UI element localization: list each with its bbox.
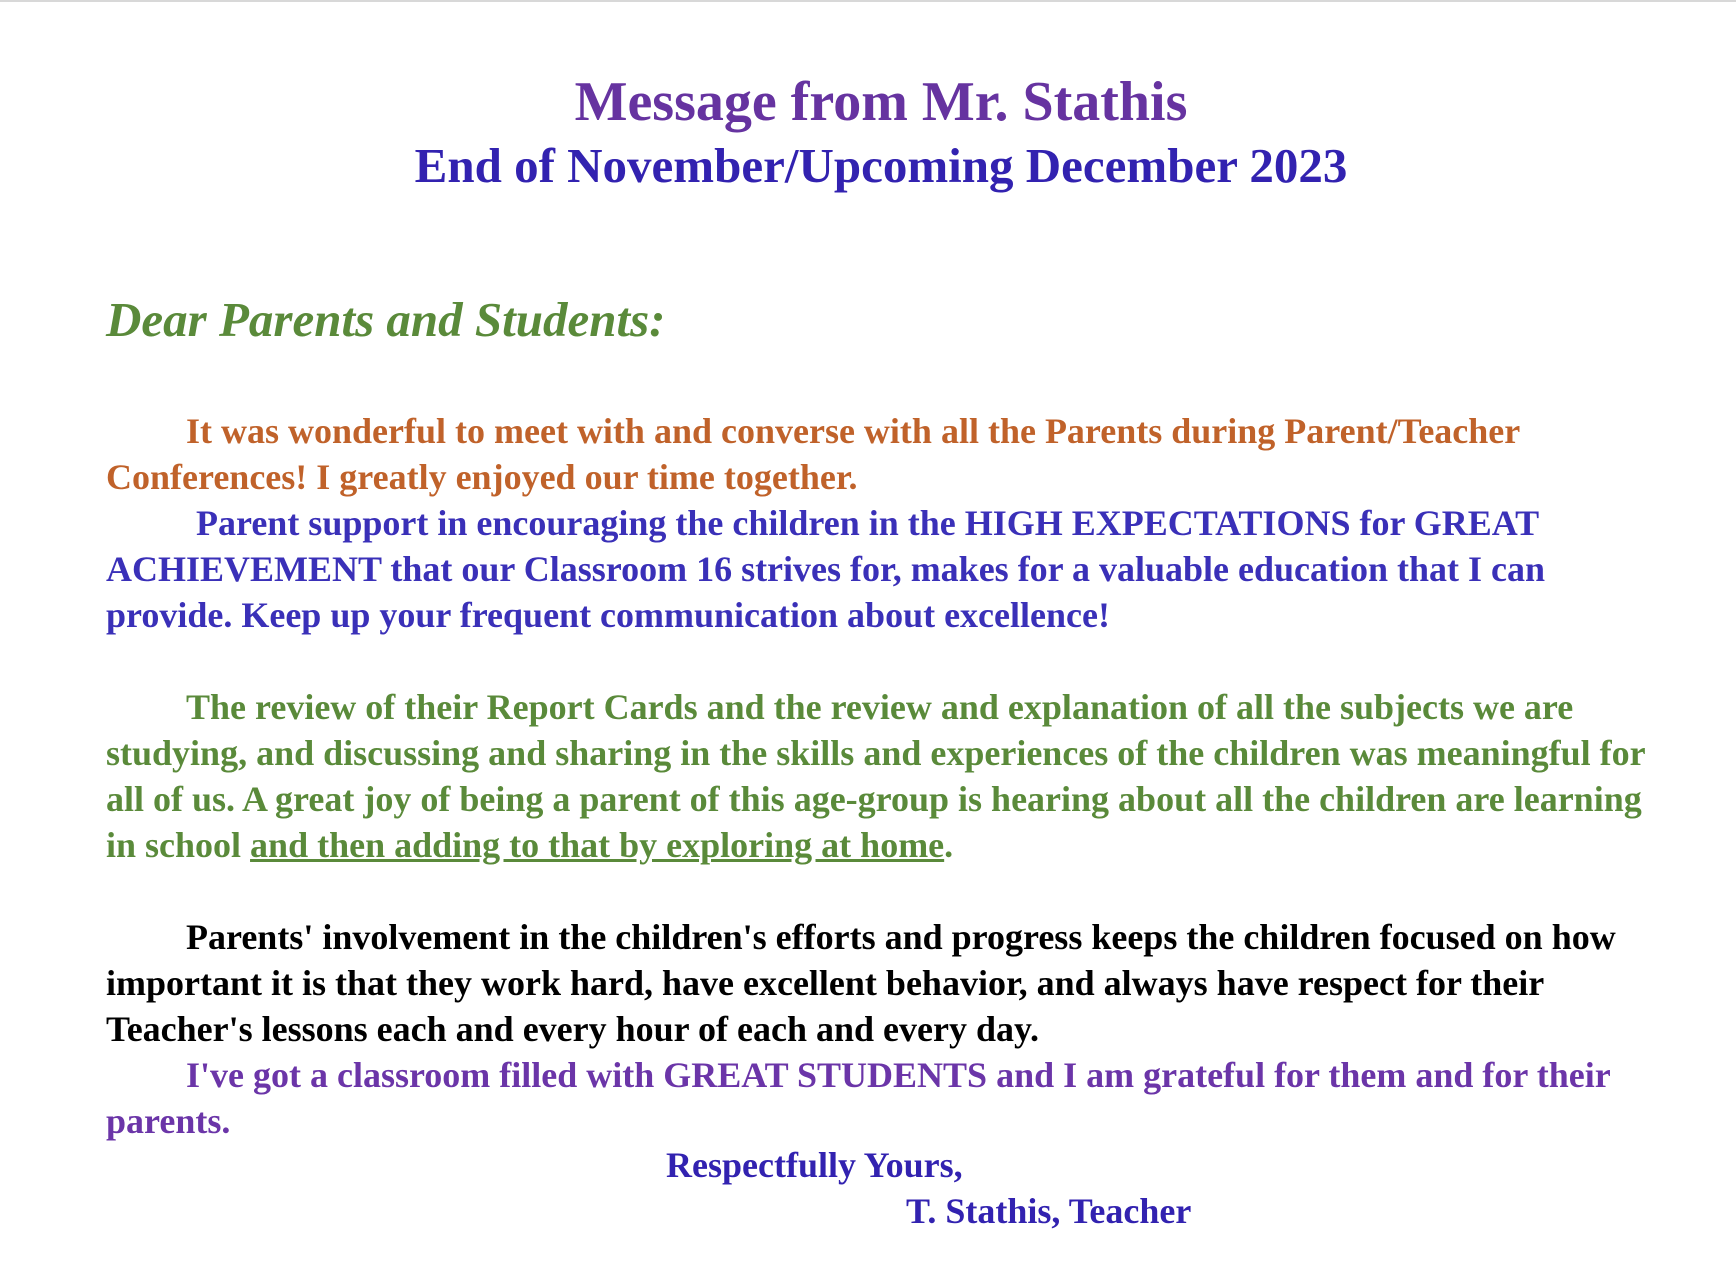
paragraph-report-cards-end: .: [944, 825, 954, 865]
paragraph-report-cards: [106, 684, 1666, 868]
letter-title: Message from Mr. Stathis: [574, 71, 1188, 133]
paragraph-great-students: [106, 1052, 1666, 1144]
paragraph-involvement: [106, 914, 1666, 1052]
paragraph-involvement-text: Parents' involvement in the children's efforts and progress keeps the children focused on how important it is that they work hard, have excellent behavior, and always have respect for their Teacher's lessons each and every hour of each and every day.: [106, 917, 1616, 1049]
paragraph-great-students-text: I've got a classroom filled with GREAT STUDENTS and I am grateful for them and for their parents.: [106, 1055, 1611, 1141]
paragraph-parent-support-text: Parent support in encouraging the children in the HIGH EXPECTATIONS for GREAT ACHIEVEMENT that our Classroom 16 strives for, makes for a valuable education that I can provide. Keep up your frequent communication about excellence!: [106, 503, 1546, 635]
paragraph-conferences-text: It was wonderful to meet with and converse with all the Parents during Parent/Teacher Conferences! I greatly enjoyed our time together.: [106, 411, 1520, 497]
paragraph-parent-support: [106, 500, 1666, 638]
letter-subtitle: End of November/Upcoming December 2023: [414, 138, 1348, 193]
underlined-phrase: and then adding to that by exploring at home: [250, 825, 945, 865]
paragraph-conferences: [106, 408, 1666, 500]
letter-document: [106, 70, 1666, 1234]
letter-greeting: Dear Parents and Students:: [106, 292, 666, 347]
valediction: Respectfully Yours,: [666, 1145, 963, 1185]
signature: T. Stathis, Teacher: [906, 1191, 1192, 1231]
top-divider: [0, 0, 1736, 2]
paragraph-report-cards-text: The review of their Report Cards and the review and explanation of all the subjects we are studying, and discussing and sharing in the skills and experiences of the children was meaningful for all of us. A great joy of being a parent of this age-group is hearing about all the children are learning in school: [106, 687, 1645, 865]
